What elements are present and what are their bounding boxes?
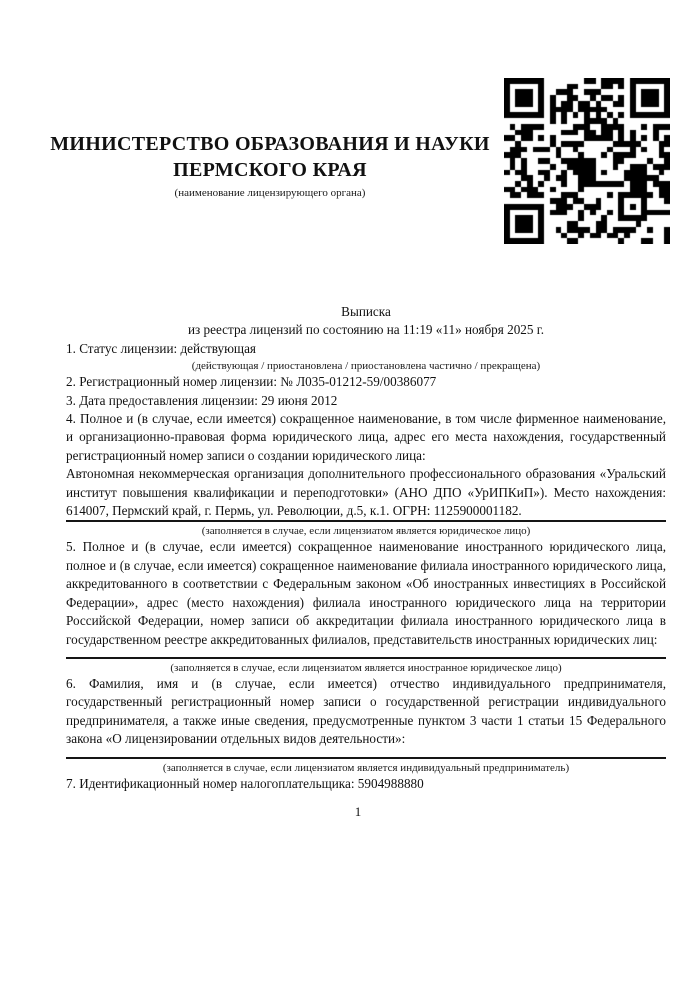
foreign-entity-question: 5. Полное и (в случае, если имеется) сокращенное наименование иностранного юридического лица, полное и (в случае, если имеется) сокращенное наименование филиала иностранного юридического лица, аккредитованного в соответствии с Федеральным законом «Об иностранных инвестициях в Российской Федерации», адрес (место нахождения) филиала иностранного юридического лица на территории Российской Федерации, номер записи об аккредитации филиала иностранного юридического лица в государственном реестре аккредитованных филиалов, представительств иностранных юридических лиц:: [66, 539, 666, 647]
foreign-entity-blank-line: [66, 657, 666, 659]
foreign-entity-note: (заполняется в случае, если лицензиатом является иностранное юридическое лицо): [170, 661, 562, 674]
license-status-line: 1. Статус лицензии: действующая: [66, 340, 257, 356]
legal-entity-question: 4. Полное и (в случае, если имеется) сокращенное наименование, в том числе фирменное наименование, и организационно-правовая форма юридического лица, адрес его места нахождения, государственный регистрационный номер записи о создании юридического лица:: [66, 411, 666, 463]
document-title-line1: Выписка: [341, 304, 391, 319]
document-title-line2: из реестра лицензий по состоянию на 11:19 «11» ноября 2025 г.: [187, 322, 545, 338]
entrepreneur-blank-line: [66, 757, 666, 759]
legal-entity-underline: [66, 520, 666, 522]
extract-body: [66, 0, 666, 821]
legal-entity-answer: Автономная некоммерческая организация дополнительного профессионального образования «Уральский институт повышения квалификации и переподготовки» (АНО ДПО «УрИПКиП»). Место нахождения: 614007, Пермский край, г. Пермь, ул. Революции, д.5, к.1. ОГРН: 1125900001182.: [66, 466, 666, 519]
ministry-name-line2: ПЕРМСКОГО КРАЯ: [173, 159, 367, 181]
entrepreneur-question: 6. Фамилия, имя и (в случае, если имеется) отчество индивидуального предпринимателя, государственный регистрационный номер записи о государственной регистрации индивидуального предпринимателя, а также иные сведения, предусмотренные пунктом 3 части 1 статьи 15 Федерального закона «О лицензировании отдельных видов деятельности»:: [66, 675, 666, 747]
status-options-note: (действующая / приостановлена / приостановлена частично / прекращена): [191, 360, 541, 373]
document-title: [66, 303, 666, 340]
ministry-name-line1: МИНИСТЕРСТВО ОБРАЗОВАНИЯ И НАУКИ: [50, 133, 490, 155]
taxpayer-number-line: 7. Идентификационный номер налогоплательщика: 5904988880: [66, 775, 424, 791]
registration-number-line: 2. Регистрационный номер лицензии: № Л035-01212-59/00386077: [66, 374, 437, 390]
page-number: 1: [354, 803, 362, 819]
legal-entity-note: (заполняется в случае, если лицензиатом является юридическое лицо): [201, 525, 531, 538]
grant-date-line: 3. Дата предоставления лицензии: 29 июня 2012: [66, 392, 338, 408]
ministry-caption: (наименование лицензирующего органа): [174, 187, 366, 199]
entrepreneur-note: (заполняется в случае, если лицензиатом является индивидуальный предприниматель): [162, 761, 570, 774]
